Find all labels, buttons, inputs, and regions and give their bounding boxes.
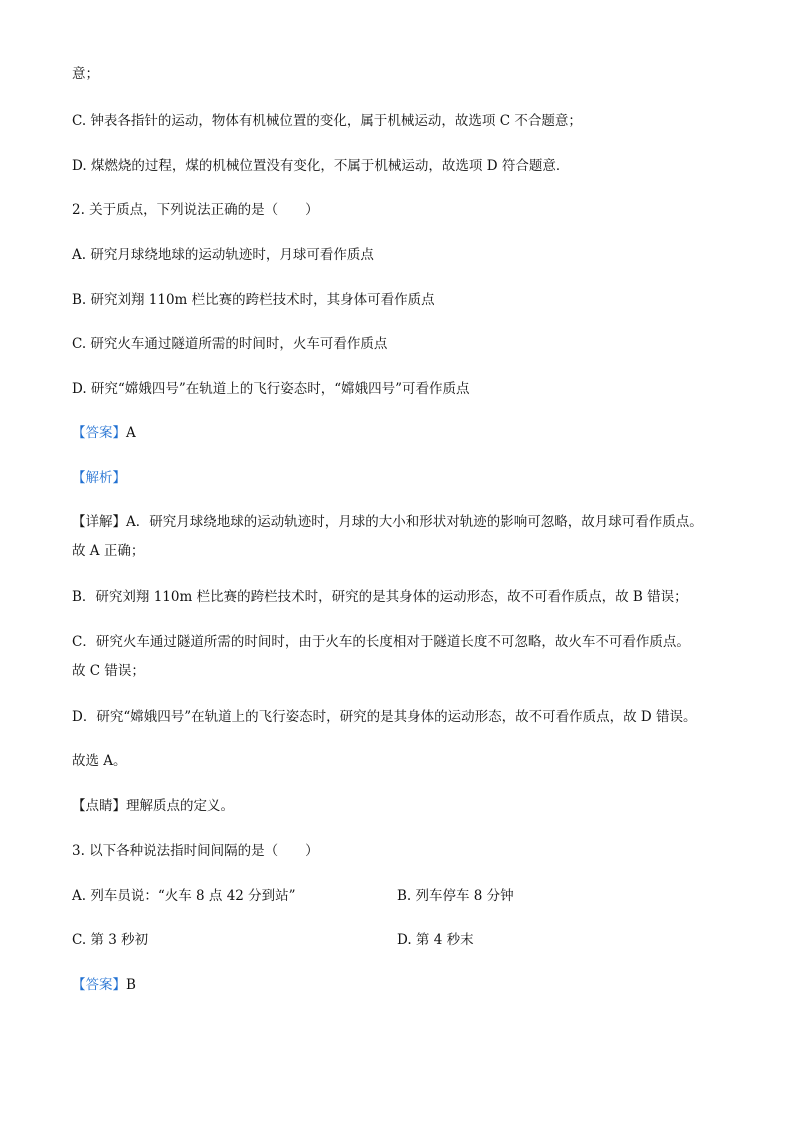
answer-value: B [126,977,136,993]
q1-explanation-d: D. 煤燃烧的过程，煤的机械位置没有变化，不属于机械运动，故选项 D 符合题意． [72,158,570,174]
q3-answer [72,975,754,995]
q2-choose: 故选 A。 [72,753,127,769]
analysis-tag: 【解析】 [72,470,126,486]
q2-detail-b: B．研究刘翔 110m 栏比赛的跨栏技术时，研究的是其身体的运动形态，故不可看作质点，故 B 错误； [72,589,688,605]
q2-stem: 2. 关于质点，下列说法正确的是（ ） [72,202,319,218]
previous-answer-end: 意； [72,66,99,82]
comment-text: 理解质点的定义。 [126,798,234,814]
q2-detail-c-line2: 故 C 错误； [72,663,145,679]
q2-option-c: C. 研究火车通过隧道所需的时间时，火车可看作质点 [72,336,388,352]
detail-a-text: A．研究月球绕地球的运动轨迹时，月球的大小和形状对轨迹的影响可忽略，故月球可看作质点。 [126,514,703,530]
q2-detail-d: D．研究“嫦娥四号”在轨道上的飞行姿态时，研究的是其身体的运动形态，故不可看作质点，故 D 错误。 [72,709,697,725]
q2-detail-a-line2: 故 A 正确； [72,543,145,559]
q2-option-a: A. 研究月球绕地球的运动轨迹时，月球可看作质点 [72,247,374,263]
q2-option-d: D. 研究“嫦娥四号”在轨道上的飞行姿态时，“嫦娥四号”可看作质点 [72,381,470,397]
answer-value: A [126,425,136,441]
q3-option-b: B. 列车停车 8 分钟 [397,888,514,904]
q2-comment [72,796,754,816]
q2-answer [72,423,754,443]
answer-tag: 【答案】 [72,425,126,441]
q3-option-d: D. 第 4 秒末 [397,932,474,948]
q2-detail-c-line1: C．研究火车通过隧道所需的时间时，由于火车的长度相对于隧道长度不可忽略，故火车不可看作质点。 [72,634,690,650]
q3-stem: 3. 以下各种说法指时间间隔的是（ ） [72,843,319,859]
q2-analysis-tag [72,468,754,488]
answer-tag: 【答案】 [72,977,126,993]
q3-option-c: C. 第 3 秒初 [72,932,149,948]
comment-tag: 【点睛】 [72,798,126,814]
q2-detail-a-line1 [72,512,754,532]
q3-option-a: A. 列车员说：“火车 8 点 42 分到站” [72,888,296,904]
detail-tag: 【详解】 [72,514,126,530]
q2-option-b: B. 研究刘翔 110m 栏比赛的跨栏技术时，其身体可看作质点 [72,292,435,308]
q1-explanation-c: C. 钟表各指针的运动，物体有机械位置的变化，属于机械运动，故选项 C 不合题意； [72,113,582,129]
